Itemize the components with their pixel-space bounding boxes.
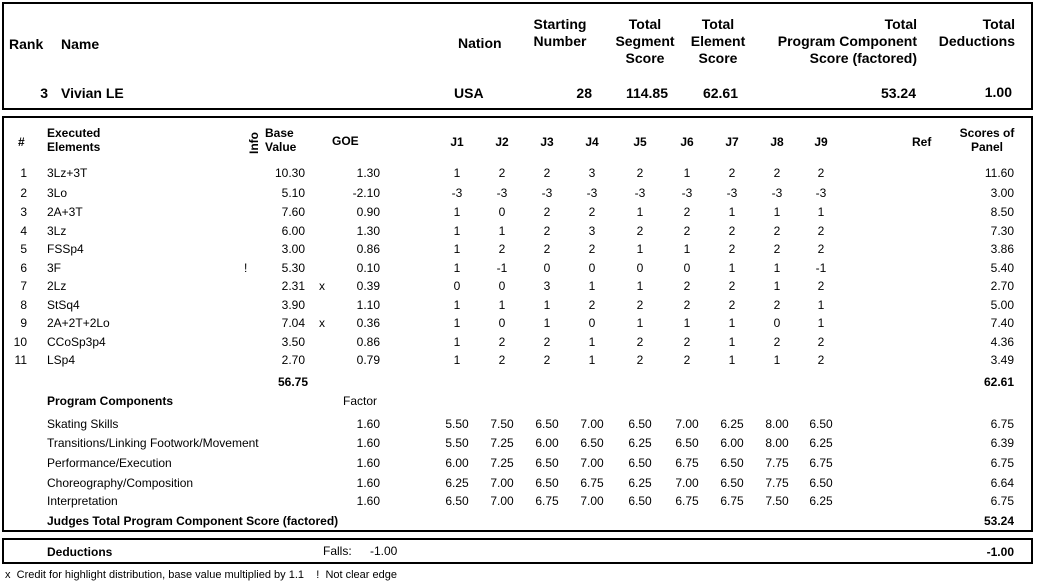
- component-judge-score: 6.50: [628, 456, 652, 470]
- component-judge-score: 6.50: [535, 476, 559, 490]
- element-judge-score: 0: [588, 261, 596, 275]
- element-judge-score: 2: [728, 166, 736, 180]
- element-score-total: 62.61: [983, 375, 1014, 389]
- element-judge-score: 2: [543, 205, 551, 219]
- factor-header: Factor: [343, 394, 378, 408]
- element-panel-score: 5.40: [990, 261, 1014, 275]
- element-judge-score: 0: [683, 261, 691, 275]
- num-header: #: [18, 135, 25, 149]
- element-judge-score: 3: [543, 279, 551, 293]
- pcs-total-score: 53.24: [983, 514, 1014, 528]
- component-judge-score: 6.75: [675, 456, 699, 470]
- element-judge-score: 3: [588, 224, 596, 238]
- component-judge-score: 6.50: [809, 476, 833, 490]
- total-element-score: 62.61: [702, 85, 738, 101]
- element-x-mark: x: [319, 279, 325, 293]
- component-panel-score: 6.75: [990, 494, 1014, 508]
- element-number: 3: [20, 205, 27, 219]
- component-panel-score: 6.75: [990, 456, 1014, 470]
- component-panel-score: 6.39: [990, 436, 1014, 450]
- component-factor: 1.60: [356, 456, 380, 470]
- element-goe: 0.10: [356, 261, 380, 275]
- element-name: 2A+2T+2Lo: [47, 316, 110, 330]
- component-judge-score: 6.50: [720, 456, 744, 470]
- component-judge-score: 7.50: [765, 494, 789, 508]
- element-judge-score: 1: [728, 205, 736, 219]
- element-judge-score: 1: [636, 242, 644, 256]
- deductions-header: Total Deductions: [938, 16, 1015, 49]
- element-judge-score: 0: [543, 261, 551, 275]
- element-judge-score: 2: [683, 335, 691, 349]
- element-judge-score: 2: [683, 298, 691, 312]
- element-panel-score: 5.00: [990, 298, 1014, 312]
- element-judge-score: 2: [683, 205, 691, 219]
- element-number: 6: [20, 261, 27, 275]
- judge-header: J1: [450, 135, 464, 149]
- component-judge-score: 7.00: [675, 476, 699, 490]
- element-judge-score: 1: [498, 298, 506, 312]
- component-factor: 1.60: [356, 494, 380, 508]
- skater-rank: 3: [40, 85, 48, 101]
- element-judge-score: 1: [773, 279, 781, 293]
- component-name: Transitions/Linking Footwork/Movement: [47, 436, 259, 450]
- element-judge-score: 2: [773, 166, 781, 180]
- component-judge-score: 6.25: [445, 476, 469, 490]
- element-judge-score: 2: [683, 353, 691, 367]
- component-judge-score: 7.00: [675, 417, 699, 431]
- element-judge-score: 0: [498, 316, 506, 330]
- info-header: Info: [247, 132, 261, 154]
- footnote-excl-text: Not clear edge: [325, 569, 397, 581]
- deductions-total: -1.00: [986, 545, 1014, 559]
- element-judge-score: 1: [636, 205, 644, 219]
- component-name: Skating Skills: [47, 417, 119, 431]
- component-judge-score: 7.25: [490, 456, 514, 470]
- element-base-value: 10.30: [274, 166, 305, 180]
- element-panel-score: 7.30: [990, 224, 1014, 238]
- element-judge-score: 1: [817, 316, 825, 330]
- judge-header: J8: [770, 135, 784, 149]
- element-judge-score: -3: [586, 186, 598, 200]
- component-judge-score: 6.25: [628, 436, 652, 450]
- element-judge-score: 2: [543, 242, 551, 256]
- footnote-excl-mark: !: [316, 569, 320, 581]
- scores-panel-header: Scores of Panel: [959, 126, 1015, 154]
- element-judge-score: 2: [498, 242, 506, 256]
- element-judge-score: 2: [543, 353, 551, 367]
- element-name: FSSp4: [47, 242, 84, 256]
- total-pcs: 53.24: [880, 85, 916, 101]
- element-name: StSq4: [47, 298, 80, 312]
- element-judge-score: -3: [726, 186, 738, 200]
- element-judge-score: -3: [771, 186, 783, 200]
- component-judge-score: 7.00: [580, 494, 604, 508]
- element-goe: 1.30: [356, 166, 380, 180]
- deductions-label: Deductions: [47, 545, 113, 559]
- component-judge-score: 7.50: [490, 417, 514, 431]
- element-base-value: 2.70: [281, 353, 305, 367]
- footnote-credit: [5, 569, 397, 581]
- base-value-header: Base Value: [265, 126, 297, 154]
- element-judge-score: 1: [683, 316, 691, 330]
- elements-header: Executed Elements: [47, 126, 101, 154]
- element-judge-score: 1: [588, 335, 596, 349]
- element-x-mark: x: [319, 316, 325, 330]
- element-judge-score: 1: [453, 224, 461, 238]
- element-base-value: 3.90: [281, 298, 305, 312]
- element-judge-score: 2: [498, 166, 506, 180]
- component-judge-score: 7.75: [765, 456, 789, 470]
- component-factor: 1.60: [356, 476, 380, 490]
- element-judge-score: 2: [817, 166, 825, 180]
- element-goe: 0.86: [356, 242, 380, 256]
- element-judge-score: -1: [496, 261, 508, 275]
- element-judge-score: 2: [773, 298, 781, 312]
- element-judge-score: 2: [543, 335, 551, 349]
- component-name: Interpretation: [47, 494, 118, 508]
- element-judge-score: 2: [728, 242, 736, 256]
- element-judge-score: 1: [543, 316, 551, 330]
- element-number: 9: [20, 316, 27, 330]
- component-panel-score: 6.64: [990, 476, 1014, 490]
- element-judge-score: 1: [636, 279, 644, 293]
- element-base-value: 5.30: [281, 261, 305, 275]
- component-judge-score: 6.75: [809, 456, 833, 470]
- element-name: 3F: [47, 261, 62, 275]
- element-judge-score: 1: [453, 205, 461, 219]
- element-judge-score: 1: [773, 261, 781, 275]
- name-header: Name: [61, 36, 100, 52]
- element-goe: 1.10: [356, 298, 380, 312]
- base-value-total: 56.75: [277, 375, 308, 389]
- element-judge-score: 1: [817, 298, 825, 312]
- starting-number: 28: [576, 85, 592, 101]
- element-judge-score: 0: [498, 205, 506, 219]
- element-judge-score: 0: [773, 316, 781, 330]
- element-panel-score: 11.60: [984, 166, 1014, 180]
- element-judge-score: -3: [815, 186, 827, 200]
- element-judge-score: 2: [683, 224, 691, 238]
- goe-header: GOE: [332, 134, 359, 148]
- element-judge-score: 2: [588, 242, 596, 256]
- element-judge-score: -3: [496, 186, 508, 200]
- element-judge-score: 2: [817, 242, 825, 256]
- element-number: 1: [20, 166, 27, 180]
- component-judge-score: 6.75: [675, 494, 699, 508]
- element-judge-score: 2: [817, 224, 825, 238]
- element-name: 2A+3T: [47, 205, 83, 219]
- element-judge-score: -3: [634, 186, 646, 200]
- component-panel-score: 6.75: [990, 417, 1014, 431]
- component-factor: 1.60: [356, 436, 380, 450]
- component-name: Performance/Execution: [47, 456, 172, 470]
- element-score-header: Total Element Score: [690, 16, 746, 66]
- component-factor: 1.60: [356, 417, 380, 431]
- element-judge-score: 1: [728, 261, 736, 275]
- component-judge-score: 6.50: [809, 417, 833, 431]
- element-judge-score: 2: [498, 353, 506, 367]
- judge-header: J2: [495, 135, 509, 149]
- component-judge-score: 7.00: [490, 476, 514, 490]
- element-number: 5: [20, 242, 27, 256]
- element-goe: 0.39: [356, 279, 380, 293]
- element-judge-score: 2: [636, 224, 644, 238]
- element-judge-score: -3: [681, 186, 693, 200]
- element-panel-score: 4.36: [990, 335, 1014, 349]
- element-judge-score: 1: [588, 279, 596, 293]
- element-judge-score: 1: [636, 316, 644, 330]
- element-name: 3Lz: [47, 224, 67, 238]
- component-judge-score: 6.25: [628, 476, 652, 490]
- component-judge-score: 6.50: [535, 456, 559, 470]
- element-goe: -2.10: [352, 186, 380, 200]
- rank-header: Rank: [9, 36, 44, 52]
- component-judge-score: 6.00: [445, 456, 469, 470]
- component-judge-score: 8.00: [765, 417, 789, 431]
- element-name: 2Lz: [47, 279, 67, 293]
- element-number: 8: [20, 298, 27, 312]
- judge-header: J9: [814, 135, 828, 149]
- element-goe: 0.86: [356, 335, 380, 349]
- component-name: Choreography/Composition: [47, 476, 194, 490]
- component-judge-score: 6.25: [720, 417, 744, 431]
- component-judge-score: 5.50: [445, 417, 469, 431]
- element-judge-score: 1: [498, 224, 506, 238]
- judge-header: J5: [633, 135, 647, 149]
- element-judge-score: 1: [453, 166, 461, 180]
- element-judge-score: 1: [728, 353, 736, 367]
- element-name: LSp4: [47, 353, 76, 367]
- element-base-value: 6.00: [281, 224, 305, 238]
- element-judge-score: 2: [728, 279, 736, 293]
- program-components-header: Program Components: [47, 394, 174, 408]
- footnote-x-mark: x: [5, 569, 11, 581]
- element-judge-score: 2: [817, 353, 825, 367]
- element-judge-score: 1: [773, 205, 781, 219]
- falls-value: -1.00: [370, 544, 398, 558]
- element-judge-score: 1: [817, 205, 825, 219]
- pcs-total-label: Judges Total Program Component Score (factored): [47, 514, 339, 528]
- element-base-value: 2.31: [281, 279, 305, 293]
- element-judge-score: 1: [453, 242, 461, 256]
- element-base-value: 3.00: [281, 242, 305, 256]
- component-judge-score: 7.00: [580, 417, 604, 431]
- element-goe: 0.90: [356, 205, 380, 219]
- element-panel-score: 3.00: [990, 186, 1014, 200]
- element-judge-score: 2: [588, 205, 596, 219]
- element-judge-score: 1: [683, 166, 691, 180]
- element-judge-score: 1: [728, 335, 736, 349]
- component-judge-score: 6.50: [445, 494, 469, 508]
- element-judge-score: 1: [453, 298, 461, 312]
- element-goe: 0.36: [356, 316, 380, 330]
- component-judge-score: 6.00: [720, 436, 744, 450]
- judge-header: J3: [540, 135, 554, 149]
- element-judge-score: 1: [453, 316, 461, 330]
- element-number: 7: [20, 279, 27, 293]
- element-judge-score: -3: [541, 186, 553, 200]
- judge-header: J6: [680, 135, 694, 149]
- element-info: !: [244, 261, 248, 275]
- element-panel-score: 2.70: [990, 279, 1014, 293]
- element-name: CCoSp3p4: [47, 335, 106, 349]
- element-judge-score: 2: [817, 279, 825, 293]
- element-judge-score: 0: [588, 316, 596, 330]
- element-judge-score: 2: [543, 166, 551, 180]
- element-judge-score: -3: [451, 186, 463, 200]
- element-judge-score: 1: [773, 353, 781, 367]
- element-number: 2: [20, 186, 27, 200]
- total-segment-score: 114.85: [625, 85, 668, 101]
- element-judge-score: 2: [636, 298, 644, 312]
- ref-header: Ref: [912, 135, 932, 149]
- pcs-header: Total Program Component Score (factored): [777, 16, 917, 66]
- element-judge-score: 2: [817, 335, 825, 349]
- element-judge-score: 2: [773, 335, 781, 349]
- element-panel-score: 3.86: [990, 242, 1014, 256]
- component-judge-score: 5.50: [445, 436, 469, 450]
- element-judge-score: 2: [773, 224, 781, 238]
- deductions-box: [2, 538, 1033, 564]
- element-judge-score: 0: [498, 279, 506, 293]
- starting-number-header: Starting Number: [533, 16, 587, 49]
- element-base-value: 3.50: [281, 335, 305, 349]
- element-judge-score: 0: [453, 279, 461, 293]
- element-panel-score: 3.49: [990, 353, 1014, 367]
- element-name: 3Lo: [47, 186, 68, 200]
- element-judge-score: 1: [543, 298, 551, 312]
- component-judge-score: 6.50: [675, 436, 699, 450]
- segment-score-header: Total Segment Score: [615, 16, 675, 66]
- element-judge-score: 1: [683, 242, 691, 256]
- element-base-value: 7.60: [281, 205, 305, 219]
- component-judge-score: 7.75: [765, 476, 789, 490]
- component-judge-score: 6.50: [720, 476, 744, 490]
- element-base-value: 5.10: [281, 186, 305, 200]
- element-judge-score: 2: [588, 298, 596, 312]
- component-judge-score: 6.50: [580, 436, 604, 450]
- element-judge-score: 2: [728, 224, 736, 238]
- nation-header: Nation: [458, 35, 502, 51]
- component-judge-score: 8.00: [765, 436, 789, 450]
- element-judge-score: 2: [636, 335, 644, 349]
- component-judge-score: 6.50: [535, 417, 559, 431]
- element-judge-score: 2: [543, 224, 551, 238]
- element-judge-score: 0: [636, 261, 644, 275]
- element-judge-score: -1: [815, 261, 827, 275]
- element-base-value: 7.04: [281, 316, 305, 330]
- total-deductions: 1.00: [984, 84, 1012, 100]
- component-judge-score: 6.50: [628, 494, 652, 508]
- component-judge-score: 6.25: [809, 436, 833, 450]
- element-panel-score: 7.40: [990, 316, 1014, 330]
- element-judge-score: 1: [453, 335, 461, 349]
- component-judge-score: 6.00: [535, 436, 559, 450]
- skater-name: Vivian LE: [61, 85, 124, 101]
- footnote-x-text: Credit for highlight distribution, base value multiplied by 1.1: [16, 569, 305, 581]
- element-number: 10: [13, 335, 27, 349]
- component-judge-score: 6.75: [720, 494, 744, 508]
- component-judge-score: 7.00: [490, 494, 514, 508]
- element-goe: 1.30: [356, 224, 380, 238]
- component-judge-score: 7.25: [490, 436, 514, 450]
- element-judge-score: 2: [773, 242, 781, 256]
- component-judge-score: 6.50: [628, 417, 652, 431]
- falls-label: Falls:: [323, 544, 352, 558]
- element-goe: 0.79: [356, 353, 380, 367]
- element-judge-score: 1: [453, 353, 461, 367]
- element-judge-score: 2: [636, 353, 644, 367]
- element-judge-score: 2: [636, 166, 644, 180]
- element-number: 4: [20, 224, 27, 238]
- element-judge-score: 1: [453, 261, 461, 275]
- judge-header: J4: [585, 135, 599, 149]
- component-judge-score: 6.75: [535, 494, 559, 508]
- element-judge-score: 2: [728, 298, 736, 312]
- element-judge-score: 1: [728, 316, 736, 330]
- component-judge-score: 6.75: [580, 476, 604, 490]
- component-judge-score: 7.00: [580, 456, 604, 470]
- element-panel-score: 8.50: [990, 205, 1014, 219]
- element-judge-score: 2: [683, 279, 691, 293]
- element-judge-score: 2: [498, 335, 506, 349]
- skater-nation: USA: [454, 85, 484, 101]
- element-name: 3Lz+3T: [47, 166, 88, 180]
- element-number: 11: [14, 353, 27, 367]
- component-judge-score: 6.25: [809, 494, 833, 508]
- element-judge-score: 1: [588, 353, 596, 367]
- judge-header: J7: [725, 135, 739, 149]
- element-judge-score: 3: [588, 166, 596, 180]
